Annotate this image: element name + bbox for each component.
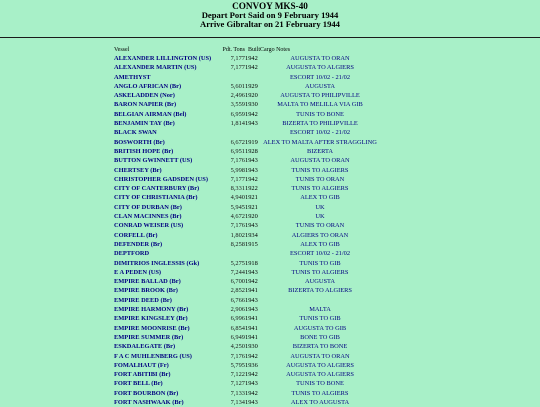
cargo-notes: AUGUSTA TO ALGIERS [286, 64, 354, 72]
vessel-name: EMPIRE BROOK (Br) [114, 287, 178, 295]
gross-tons [217, 249, 245, 258]
vessel-name: BOSWORTH (Br) [114, 138, 165, 146]
table-row [114, 54, 380, 63]
vessel-name: BENJAMIN TAY (Br) [114, 120, 175, 128]
table-body [114, 54, 380, 407]
cargo-notes: MALTA TO MELILLA VIA GIB [277, 101, 363, 109]
cargo-notes: AUGUSTA [305, 82, 336, 90]
gross-tons [217, 128, 245, 137]
year-built: 1942 [245, 389, 258, 397]
vessel-name: CONRAD WEISER (US) [114, 222, 184, 230]
cargo-notes: ESCORT 10/02 - 21/02 [289, 250, 351, 258]
vessel-name: CITY OF CHRISTIANIA (Br) [114, 194, 198, 202]
column-header-tons: Pdt. Tons [222, 47, 245, 53]
convoy-table [114, 46, 380, 407]
cargo-notes [260, 296, 380, 305]
table-row [114, 63, 380, 72]
table-row [114, 212, 380, 221]
year-built: 1942 [245, 371, 258, 379]
gross-tons: 7,127 [230, 380, 245, 388]
cargo-notes: TUNIS TO ORAN [295, 175, 345, 183]
convoy-header [0, 0, 540, 29]
vessel-name: EMPIRE KINGSLEY (Br) [114, 315, 188, 323]
vessel-name: FORT ABITIBI (Br) [114, 371, 171, 379]
gross-tons: 1,814 [230, 120, 245, 128]
year-built: 1943 [245, 166, 258, 174]
year-built: 1919 [245, 138, 258, 146]
vessel-name: DEFENDER (Br) [114, 240, 163, 248]
vessel-name: BLACK SWAN [114, 129, 157, 137]
year-built: 1921 [245, 194, 258, 202]
year-built: 1915 [245, 240, 258, 248]
year-built: 1942 [245, 55, 258, 62]
column-header-cargo-notes: Cargo Notes [260, 47, 291, 53]
gross-tons: 7,133 [230, 389, 245, 397]
gross-tons: 5,275 [230, 259, 245, 267]
table-row [114, 379, 380, 388]
gross-tons: 7,134 [230, 398, 245, 406]
vessel-name: ANGLO AFRICAN (Br) [114, 82, 182, 90]
cargo-notes: TUNIS TO ALGIERS [291, 185, 349, 193]
header-divider [0, 37, 540, 38]
table-row [114, 82, 380, 91]
gross-tons [217, 73, 245, 82]
gross-tons: 7,176 [230, 352, 245, 360]
cargo-notes: AUGUSTA [305, 278, 336, 286]
cargo-notes: TUNIS TO GIB [299, 315, 341, 323]
table-row [114, 389, 380, 398]
gross-tons: 4,672 [230, 213, 245, 221]
vessel-name: FORT BELL (Br) [114, 380, 163, 388]
table-row [114, 259, 380, 268]
gross-tons: 6,959 [230, 110, 245, 118]
table-row [114, 370, 380, 379]
year-built: 1934 [245, 231, 258, 239]
table-row [114, 166, 380, 175]
table-header-row [114, 46, 380, 54]
gross-tons: 3,559 [230, 101, 245, 109]
year-built: 1921 [245, 203, 258, 211]
year-built: 1942 [245, 278, 258, 286]
cargo-notes: BIZERTA TO ALGIERS [288, 287, 352, 295]
table-row [114, 361, 380, 370]
cargo-notes: UK [315, 203, 325, 211]
cargo-notes: AUGUSTA TO ORAN [290, 55, 350, 62]
gross-tons: 5,601 [230, 82, 245, 90]
vessel-name: FOMALHAUT (Fr) [114, 361, 169, 369]
year-built: 1942 [245, 110, 258, 118]
vessel-name: EMPIRE MOONRISE (Br) [114, 324, 190, 332]
vessel-name: EMPIRE HARMONY (Br) [114, 306, 189, 314]
vessel-name: FORT BOURBON (Br) [114, 389, 179, 397]
table-row [114, 398, 380, 407]
year-built: 1930 [245, 101, 258, 109]
year-built: 1943 [245, 157, 258, 165]
convoy-title: CONVOY MKS-40 [232, 1, 308, 11]
cargo-notes: ALGIERS TO ORAN [291, 231, 349, 239]
cargo-notes: AUGUSTA TO ORAN [290, 352, 350, 360]
cargo-notes: TUNIS TO ALGIERS [291, 389, 349, 397]
table-row [114, 175, 380, 184]
gross-tons: 5,998 [230, 166, 245, 174]
year-built: 1929 [245, 82, 258, 90]
table-row [114, 119, 380, 128]
cargo-notes: ALEX TO AUGUSTA [290, 398, 350, 406]
table-row [114, 193, 380, 202]
cargo-notes: UK [315, 213, 325, 221]
table-row [114, 240, 380, 249]
gross-tons: 8,331 [230, 185, 245, 193]
table-row [114, 231, 380, 240]
vessel-name: BRITISH HOPE (Br) [114, 147, 174, 155]
gross-tons: 8,258 [230, 240, 245, 248]
gross-tons: 7,177 [230, 175, 245, 183]
table-row [114, 91, 380, 100]
cargo-notes: ALEX TO MALTA AFTER STRAGGLING [263, 138, 377, 146]
cargo-notes: AUGUSTA TO PHILIPVILLE [280, 92, 360, 100]
gross-tons: 6,951 [230, 147, 245, 155]
cargo-notes: BIZERTA [306, 147, 334, 155]
vessel-name: EMPIRE DEED (Br) [114, 296, 172, 304]
vessel-name: BARON NAPIER (Br) [114, 101, 177, 109]
vessel-name: BELGIAN AIRMAN (Bel) [114, 110, 187, 118]
table-row [114, 296, 380, 305]
vessel-name: CORFELL (Br) [114, 231, 158, 239]
vessel-name: ALEXANDER LILLINGTON (US) [114, 55, 212, 62]
table-row [114, 221, 380, 230]
vessel-name: CITY OF CANTERBURY (Br) [114, 185, 200, 193]
cargo-notes: ALEX TO GIB [300, 194, 340, 202]
vessel-name: ASKELADDEN (Nor) [114, 92, 175, 100]
table-row [114, 147, 380, 156]
depart-line: Depart Port Said on 9 February 1944 [201, 10, 339, 20]
vessel-name: ESKDALEGATE (Br) [114, 343, 176, 351]
table-row [114, 128, 380, 137]
vessel-name: F A C MUHLENBERG (US) [114, 352, 192, 360]
gross-tons: 6,700 [230, 278, 245, 286]
cargo-notes: BIZERTA TO PHILIPVILLE [282, 120, 358, 128]
vessel-name: FORT NASHWAAK (Br) [114, 398, 184, 406]
arrive-line: Arrive Gibraltar on 21 February 1944 [200, 19, 340, 29]
table-row [114, 100, 380, 109]
year-built: 1943 [245, 306, 258, 314]
gross-tons: 7,177 [230, 55, 245, 62]
table-row [114, 314, 380, 323]
year-built: 1922 [245, 185, 258, 193]
gross-tons: 6,949 [230, 333, 245, 341]
vessel-name: ALEXANDER MARTIN (US) [114, 64, 197, 72]
gross-tons: 6,996 [230, 315, 245, 323]
year-built: 1928 [245, 147, 258, 155]
cargo-notes: TUNIS TO GIB [299, 259, 341, 267]
year-built: 1942 [245, 64, 258, 72]
year-built: 1920 [245, 92, 258, 100]
vessel-name: CITY OF DURBAN (Br) [114, 203, 182, 211]
gross-tons: 7,122 [230, 371, 245, 379]
year-built: 1920 [245, 213, 258, 221]
vessel-name: EMPIRE SUMMER (Br) [114, 333, 184, 341]
vessel-name: DIMITRIOS INGLESSIS (Gk) [114, 259, 200, 267]
table-row [114, 203, 380, 212]
vessel-name: E A PEDEN (US) [114, 268, 162, 276]
cargo-notes: TUNIS TO ORAN [295, 222, 345, 230]
year-built: 1941 [245, 287, 258, 295]
year-built [245, 249, 260, 258]
gross-tons: 4,250 [230, 343, 245, 351]
gross-tons: 6,672 [230, 138, 245, 146]
table-row [114, 286, 380, 295]
cargo-notes: AUGUSTA TO GIB [293, 324, 347, 332]
gross-tons: 6,766 [230, 296, 245, 304]
year-built: 1942 [245, 352, 258, 360]
year-built: 1943 [245, 268, 258, 276]
gross-tons: 2,852 [230, 287, 245, 295]
year-built: 1942 [245, 175, 258, 183]
year-built: 1943 [245, 296, 258, 304]
column-header-built: Built [248, 47, 261, 53]
table-row [114, 249, 380, 258]
cargo-notes: AUGUSTA TO ORAN [290, 157, 350, 165]
cargo-notes: BIZERTA TO BONE [292, 343, 348, 351]
vessel-name: DEPTFORD [114, 250, 150, 258]
gross-tons: 7,176 [230, 157, 245, 165]
vessel-name: AMETHYST [114, 73, 151, 81]
gross-tons: 5,945 [230, 203, 245, 211]
table-row [114, 324, 380, 333]
cargo-notes: BONE TO GIB [300, 333, 340, 341]
year-built: 1943 [245, 222, 258, 230]
column-header-vessel: Vessel [114, 47, 130, 53]
year-built: 1936 [245, 361, 258, 369]
year-built: 1941 [245, 324, 258, 332]
year-built: 1930 [245, 343, 258, 351]
year-built: 1918 [245, 259, 258, 267]
cargo-notes: TUNIS TO BONE [296, 380, 344, 388]
gross-tons: 7,177 [230, 64, 245, 72]
year-built: 1943 [245, 380, 258, 388]
cargo-notes: ESCORT 10/02 - 21/02 [289, 129, 351, 137]
vessel-name: BUTTON GWINNETT (US) [114, 157, 193, 165]
gross-tons: 2,906 [230, 306, 245, 314]
year-built [245, 73, 260, 82]
gross-tons: 7,176 [230, 222, 245, 230]
table-row [114, 110, 380, 119]
cargo-notes: AUGUSTA TO ALGIERS [286, 361, 354, 369]
cargo-notes: TUNIS TO BONE [296, 110, 344, 118]
vessel-name: EMPIRE BALLAD (Br) [114, 278, 181, 286]
table-row [114, 184, 380, 193]
gross-tons: 6,854 [230, 324, 245, 332]
gross-tons: 5,795 [230, 361, 245, 369]
vessel-name: CLAN MACINNES (Br) [114, 213, 182, 221]
cargo-notes: TUNIS TO ALGIERS [291, 166, 349, 174]
cargo-notes: TUNIS TO ALGIERS [291, 268, 349, 276]
table-row [114, 138, 380, 147]
table-row [114, 268, 380, 277]
gross-tons: 7,244 [230, 268, 245, 276]
gross-tons: 1,802 [230, 231, 245, 239]
table-row [114, 342, 380, 351]
year-built: 1941 [245, 333, 258, 341]
year-built [245, 128, 260, 137]
cargo-notes: ALEX TO GIB [300, 240, 340, 248]
year-built: 1943 [245, 398, 258, 406]
table-row [114, 305, 380, 314]
table-row [114, 352, 380, 361]
cargo-notes: ESCORT 10/02 - 21/02 [289, 73, 351, 81]
gross-tons: 2,496 [230, 92, 245, 100]
vessel-name: CHRISTOPHER GADSDEN (US) [114, 175, 208, 183]
table-row [114, 73, 380, 82]
cargo-notes: MALTA [309, 306, 331, 314]
table-row [114, 277, 380, 286]
gross-tons: 4,940 [230, 194, 245, 202]
cargo-notes: AUGUSTA TO ALGIERS [286, 371, 354, 379]
table-row [114, 156, 380, 165]
year-built: 1943 [245, 120, 258, 128]
vessel-name: CHERTSEY (Br) [114, 166, 162, 174]
year-built: 1941 [245, 315, 258, 323]
table-row [114, 333, 380, 342]
